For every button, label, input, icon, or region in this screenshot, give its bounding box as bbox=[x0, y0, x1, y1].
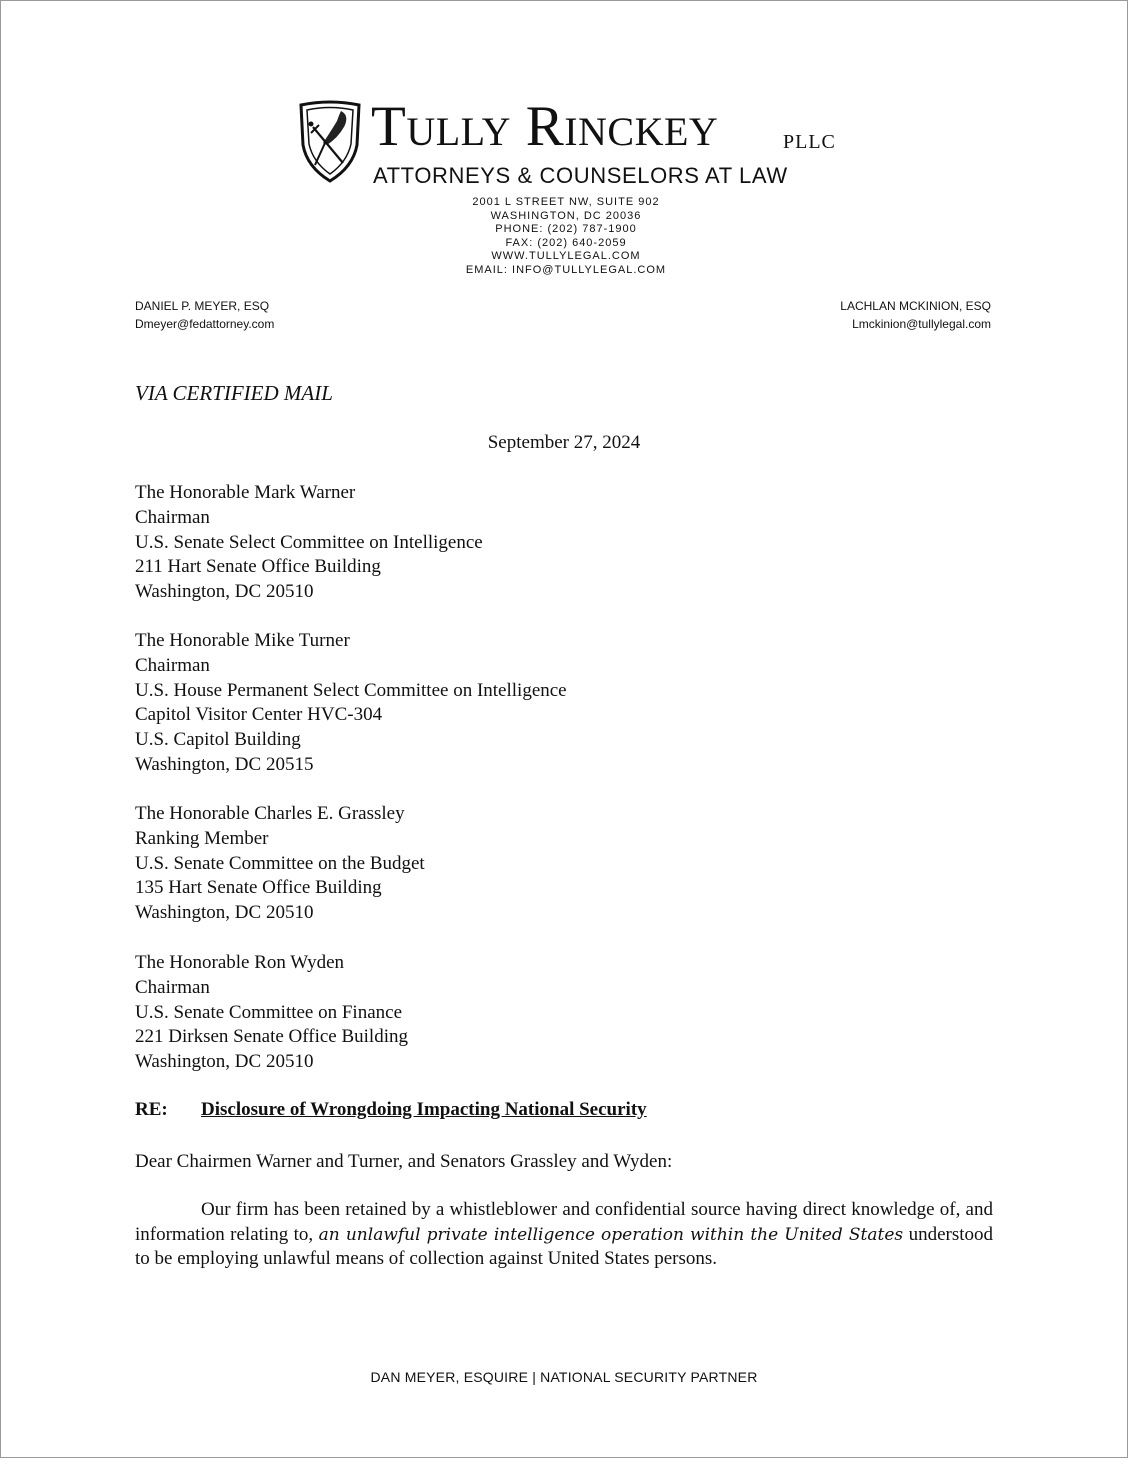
firm-address-block bbox=[441, 196, 691, 278]
attorney-left-name: DANIEL P. MEYER, ESQ bbox=[135, 299, 270, 313]
recipient-block bbox=[135, 802, 425, 926]
delivery-method: VIA CERTIFIED MAIL bbox=[135, 381, 333, 405]
recipient-line: Chairman bbox=[135, 976, 210, 998]
page-footer: DAN MEYER, ESQUIRE | NATIONAL SECURITY PARTNER bbox=[370, 1369, 758, 1385]
body-paragraph bbox=[135, 1198, 993, 1272]
recipient-block bbox=[135, 951, 408, 1075]
recipient-line: U.S. Senate Committee on Finance bbox=[135, 1001, 403, 1023]
attorney-left bbox=[135, 297, 274, 333]
firm-suffix: PLLC bbox=[783, 131, 836, 153]
body-text: Our firm has been retained by a whistleblower and confidential source having direct knowledge of, and information relating to, bbox=[135, 1199, 993, 1245]
recipient-line: The Honorable Mike Turner bbox=[135, 630, 350, 651]
recipient-line: The Honorable Mark Warner bbox=[135, 482, 356, 503]
recipient-line: 221 Dirksen Senate Office Building bbox=[135, 1026, 408, 1048]
recipient-line: Ranking Member bbox=[135, 827, 269, 849]
recipient-line: Washington, DC 20510 bbox=[135, 581, 314, 603]
attorney-right-name: LACHLAN MCKINION, ESQ bbox=[840, 299, 991, 313]
re-line bbox=[135, 1099, 647, 1121]
recipient-line: U.S. Senate Committee on the Budget bbox=[135, 852, 425, 874]
email-line: EMAIL: INFO@TULLYLEGAL.COM bbox=[465, 263, 667, 276]
re-label: RE: bbox=[135, 1099, 168, 1120]
recipient-block bbox=[135, 629, 567, 778]
phone-line: PHONE: (202) 787-1900 bbox=[495, 223, 637, 236]
recipient-line: Washington, DC 20510 bbox=[135, 1051, 314, 1073]
letter-date: September 27, 2024 bbox=[487, 432, 641, 453]
recipient-line: The Honorable Ron Wyden bbox=[135, 952, 345, 973]
recipient-line: Chairman bbox=[135, 654, 210, 676]
recipient-line: U.S. Senate Select Committee on Intelligence bbox=[135, 531, 483, 553]
recipient-line: Chairman bbox=[135, 506, 210, 528]
attorney-right-email: Lmckinion@tullylegal.com bbox=[852, 317, 991, 331]
firm-name: Tully Rinckey bbox=[371, 95, 719, 158]
address-line: 2001 L STREET NW, SUITE 902 bbox=[472, 196, 660, 208]
body-emphasis: an unlawful private intelligence operation within the United States bbox=[318, 1224, 904, 1245]
address-line: WASHINGTON, DC 20036 bbox=[490, 209, 642, 222]
recipient-line: U.S. Capitol Building bbox=[135, 729, 301, 751]
recipient-line: 135 Hart Senate Office Building bbox=[135, 877, 382, 899]
body-text: understood to be employing unlawful means of collection against United States persons. bbox=[135, 1223, 994, 1270]
recipient-line: The Honorable Charles E. Grassley bbox=[135, 803, 405, 824]
recipient-line: 211 Hart Senate Office Building bbox=[135, 556, 381, 578]
attorney-left-email: Dmeyer@fedattorney.com bbox=[135, 317, 275, 331]
recipient-line: Washington, DC 20515 bbox=[135, 753, 314, 775]
recipient-line: Capitol Visitor Center HVC-304 bbox=[135, 704, 383, 726]
website-line: WWW.TULLYLEGAL.COM bbox=[491, 250, 641, 263]
fax-line: FAX: (202) 640-2059 bbox=[505, 236, 627, 249]
re-subject: Disclosure of Wrongdoing Impacting National Security bbox=[201, 1099, 647, 1120]
recipient-line: U.S. House Permanent Select Committee on Intelligence bbox=[135, 679, 567, 701]
salutation: Dear Chairmen Warner and Turner, and Senators Grassley and Wyden: bbox=[135, 1151, 673, 1172]
firm-tagline: ATTORNEYS & COUNSELORS AT LAW bbox=[373, 163, 788, 188]
recipient-line: Washington, DC 20510 bbox=[135, 902, 314, 924]
recipient-block bbox=[135, 481, 483, 605]
shield-logo-icon bbox=[297, 99, 363, 183]
attorney-right bbox=[840, 297, 991, 333]
